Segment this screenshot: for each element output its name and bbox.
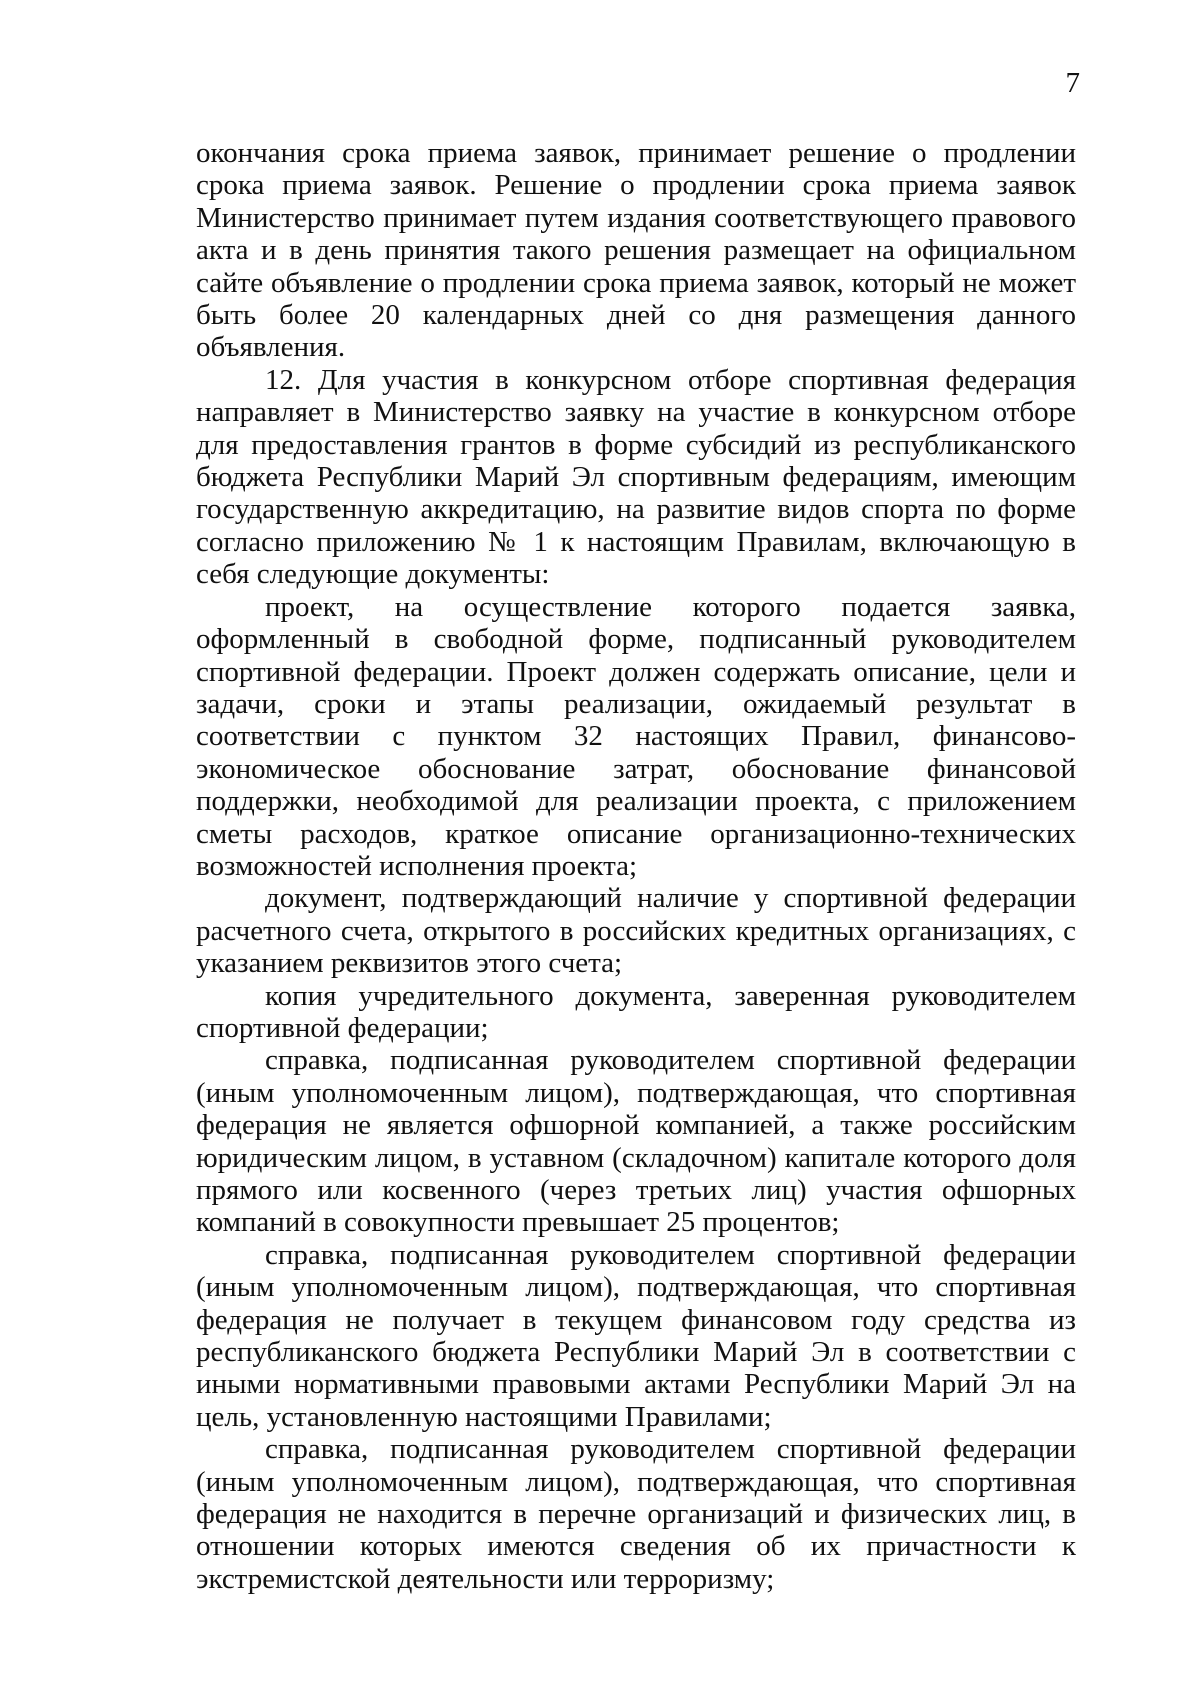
paragraph-offshore-certificate: справка, подписанная руководителем спортивной федерации (иным уполномоченным лицом), подтверждающая, что спортивная федерация не является офшорной компанией, а также российским юридическим лицом, в уставном (складочном) капитале которого доля прямого или косвенного (через третьих лиц) участия офшорных компаний в совокупности превышает 25 процентов; [196, 1044, 1076, 1239]
paragraph-founding-document-copy: копия учредительного документа, заверенная руководителем спортивной федерации; [196, 979, 1076, 1044]
paragraph-continuation: окончания срока приема заявок, принимает решение о продлении срока приема заявок. Решение о продлении срока приема заявок Министерство принимает путем издания соответствующего правового акта и в день принятия такого решения размещает на официальном сайте объявление о продлении срока приема заявок, который не может быть более 20 календарных дней со дня размещения данного объявления. [196, 137, 1076, 364]
paragraph-bank-account-document: документ, подтверждающий наличие у спортивной федерации расчетного счета, открытого в российских кредитных организациях, с указанием реквизитов этого счета; [196, 882, 1076, 980]
paragraph-clause-12: 12. Для участия в конкурсном отборе спортивная федерация направляет в Министерство заявку на участие в конкурсном отборе для предоставления грантов в форме субсидий из республиканского бюджета Республики Марий Эл спортивным федерациям, имеющим государственную аккредитацию, на развитие видов спорта по форме согласно приложению № 1 к настоящим Правилам, включающую в себя следующие документы: [196, 363, 1076, 591]
paragraph-project-document: проект, на осуществление которого подается заявка, оформленный в свободной форме, подписанный руководителем спортивной федерации. Проект должен содержать описание, цели и задачи, сроки и этапы реализации, ожидаемый результат в соответствии с пунктом 32 настоящих Правил, финансово-экономическое обоснование затрат, обоснование финансовой поддержки, необходимой для реализации проекта, с приложением сметы расходов, краткое описание организационно-технических возможностей исполнения проекта; [196, 590, 1076, 882]
paragraph-no-other-funding-certificate: справка, подписанная руководителем спортивной федерации (иным уполномоченным лицом), подтверждающая, что спортивная федерация не получает в текущем финансовом году средства из республиканского бюджета Республики Марий Эл в соответствии с иными нормативными правовыми актами Республики Марий Эл на цель, установленную настоящими Правилами; [196, 1238, 1076, 1433]
paragraph-extremism-list-certificate: справка, подписанная руководителем спортивной федерации (иным уполномоченным лицом), подтверждающая, что спортивная федерация не находится в перечне организаций и физических лиц, в отношении которых имеются сведения об их причастности к экстремистской деятельности или терроризму; [196, 1433, 1076, 1595]
document-body [196, 137, 1076, 1595]
page-number: 7 [1065, 67, 1080, 99]
